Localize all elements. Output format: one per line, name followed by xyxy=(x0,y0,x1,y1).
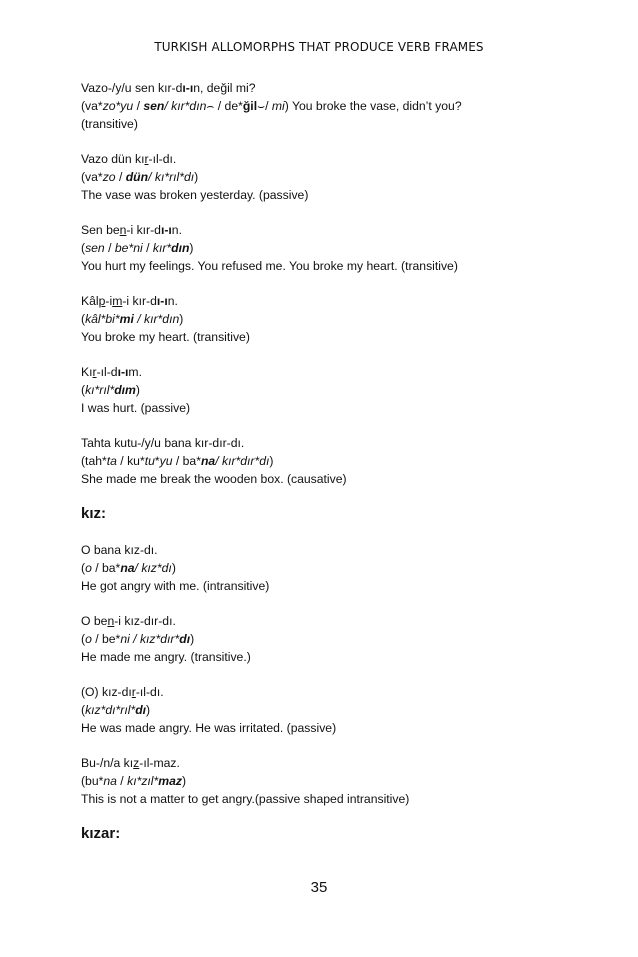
emphasis-segment: ta xyxy=(106,454,117,468)
turkish-sentence: O ben-i kız-dır-dı. xyxy=(81,614,176,628)
example-block xyxy=(81,292,581,346)
examples-group-verb-kiz xyxy=(81,541,581,808)
emphasis-segment: dı xyxy=(179,632,191,646)
section-heading-kiz: kız: xyxy=(81,505,107,522)
syllabification-line: (tah*ta / ku*tu*yu / ba*na/ kır*dır*dı) xyxy=(81,454,274,468)
emphasis-segment: mi xyxy=(119,312,134,326)
emphasis-segment: mi xyxy=(271,99,285,113)
english-gloss: I was hurt. (passive) xyxy=(81,401,191,415)
emphasis-segment: dım xyxy=(114,383,136,397)
turkish-sentence: Bu-/n/a kız-ıl-maz. xyxy=(81,756,180,770)
example-block xyxy=(81,541,581,595)
emphasis-segment: r xyxy=(92,365,97,379)
example-block xyxy=(81,150,581,204)
page-number: 35 xyxy=(310,879,328,896)
emphasis-segment: kâl*bi* xyxy=(85,312,120,326)
turkish-sentence: (O) kız-dır-ıl-dı. xyxy=(81,685,164,699)
emphasis-segment: kız*dı*rıl* xyxy=(85,703,136,717)
emphasis-segment: / kız*dı xyxy=(134,561,172,575)
emphasis-segment: kı*rıl* xyxy=(85,383,115,397)
emphasis-segment: m xyxy=(112,294,123,308)
turkish-sentence: Vazo dün kır-ıl-dı. xyxy=(81,152,177,166)
turkish-sentence: Kâlp-im-i kır-dı-ın. xyxy=(81,294,178,308)
syllabification-line: (sen / be*ni / kır*dın) xyxy=(81,241,194,255)
syllabification-line: (kı*rıl*dım) xyxy=(81,383,140,397)
emphasis-segment: na xyxy=(120,561,135,575)
english-gloss: You broke my heart. (transitive) xyxy=(81,330,250,344)
english-gloss: She made me break the wooden box. (causative) xyxy=(81,472,347,486)
emphasis-segment: dün xyxy=(125,170,149,184)
emphasis-segment: na xyxy=(200,454,216,468)
emphasis-segment: kır* xyxy=(152,241,172,255)
emphasis-segment: yu xyxy=(159,454,173,468)
emphasis-segment: / kır*dır*dı xyxy=(215,454,270,468)
emphasis-segment: zo*yu xyxy=(102,99,134,113)
section-heading-kizar: kızar: xyxy=(81,825,121,842)
emphasis-segment: dı xyxy=(135,703,147,717)
emphasis-segment: ni / kız*dır* xyxy=(120,632,180,646)
emphasis-segment: ı-ı xyxy=(160,223,172,237)
example-block xyxy=(81,612,581,666)
emphasis-segment: maz xyxy=(158,774,182,788)
emphasis-segment: tu xyxy=(144,454,155,468)
syllabification-line: (o / be*ni / kız*dır*dı) xyxy=(81,632,195,646)
running-header: TURKISH ALLOMORPHS THAT PRODUCE VERB FRAMES xyxy=(154,40,484,54)
english-gloss: This is not a matter to get angry.(passive shaped intransitive) xyxy=(81,792,410,806)
english-gloss: You hurt my feelings. You refused me. You broke my heart. (transitive) xyxy=(81,259,458,273)
syllabification-line: (o / ba*na/ kız*dı) xyxy=(81,561,176,575)
example-block xyxy=(81,754,581,808)
emphasis-segment: zo xyxy=(102,170,116,184)
emphasis-segment: be*ni xyxy=(114,241,143,255)
emphasis-segment: sen xyxy=(143,99,165,113)
example-block xyxy=(81,683,581,737)
emphasis-segment: ı-ı xyxy=(182,81,194,95)
emphasis-segment: o xyxy=(85,561,92,575)
page-body xyxy=(81,79,581,861)
emphasis-segment: dın xyxy=(171,241,190,255)
syllabification-line: (kız*dı*rıl*dı) xyxy=(81,703,151,717)
emphasis-segment: / kır*dın xyxy=(164,99,207,113)
emphasis-segment: z xyxy=(133,756,140,770)
emphasis-segment: p xyxy=(98,294,106,308)
emphasis-segment: kı*zıl* xyxy=(127,774,159,788)
emphasis-segment: / kır*dın xyxy=(133,312,180,326)
emphasis-segment: ı-ı xyxy=(117,365,129,379)
emphasis-segment: / kı*rıl*dı xyxy=(148,170,195,184)
english-gloss: He made me angry. (transitive.) xyxy=(81,650,251,664)
emphasis-segment: n xyxy=(119,223,127,237)
turkish-sentence: Kır-ıl-dı-ım. xyxy=(81,365,142,379)
emphasis-segment: o xyxy=(85,632,92,646)
english-gloss: He got angry with me. (intransitive) xyxy=(81,579,270,593)
turkish-sentence: Sen ben-i kır-dı-ın. xyxy=(81,223,182,237)
example-block xyxy=(81,221,581,275)
examples-group-verb-kir xyxy=(81,79,581,488)
example-block xyxy=(81,79,581,133)
emphasis-segment: r xyxy=(131,685,136,699)
emphasis-segment: sen xyxy=(85,241,105,255)
emphasis-segment: r xyxy=(144,152,149,166)
turkish-sentence: Vazo-/y/u sen kır-dı-ın, değil mi? xyxy=(81,81,256,95)
emphasis-segment: ğil xyxy=(242,99,258,113)
example-block xyxy=(81,434,581,488)
turkish-sentence: O bana kız-dı. xyxy=(81,543,158,557)
syllabification-line: (va*zo*yu / sen/ kır*dın⌢ / de*ğil⌣/ mi) You broke the vase, didn’t you? xyxy=(81,99,462,113)
english-gloss: The vase was broken yesterday. (passive) xyxy=(81,188,309,202)
emphasis-segment: n xyxy=(107,614,115,628)
example-block xyxy=(81,363,581,417)
english-gloss: (transitive) xyxy=(81,117,138,131)
turkish-sentence: Tahta kutu-/y/u bana kır-dır-dı. xyxy=(81,436,245,450)
syllabification-line: (kâl*bi*mi / kır*dın) xyxy=(81,312,184,326)
english-gloss: He was made angry. He was irritated. (passive) xyxy=(81,721,337,735)
emphasis-segment: ı-ı xyxy=(156,294,168,308)
emphasis-segment: na xyxy=(103,774,117,788)
syllabification-line: (va*zo / dün/ kı*rıl*dı) xyxy=(81,170,199,184)
syllabification-line: (bu*na / kı*zıl*maz) xyxy=(81,774,187,788)
